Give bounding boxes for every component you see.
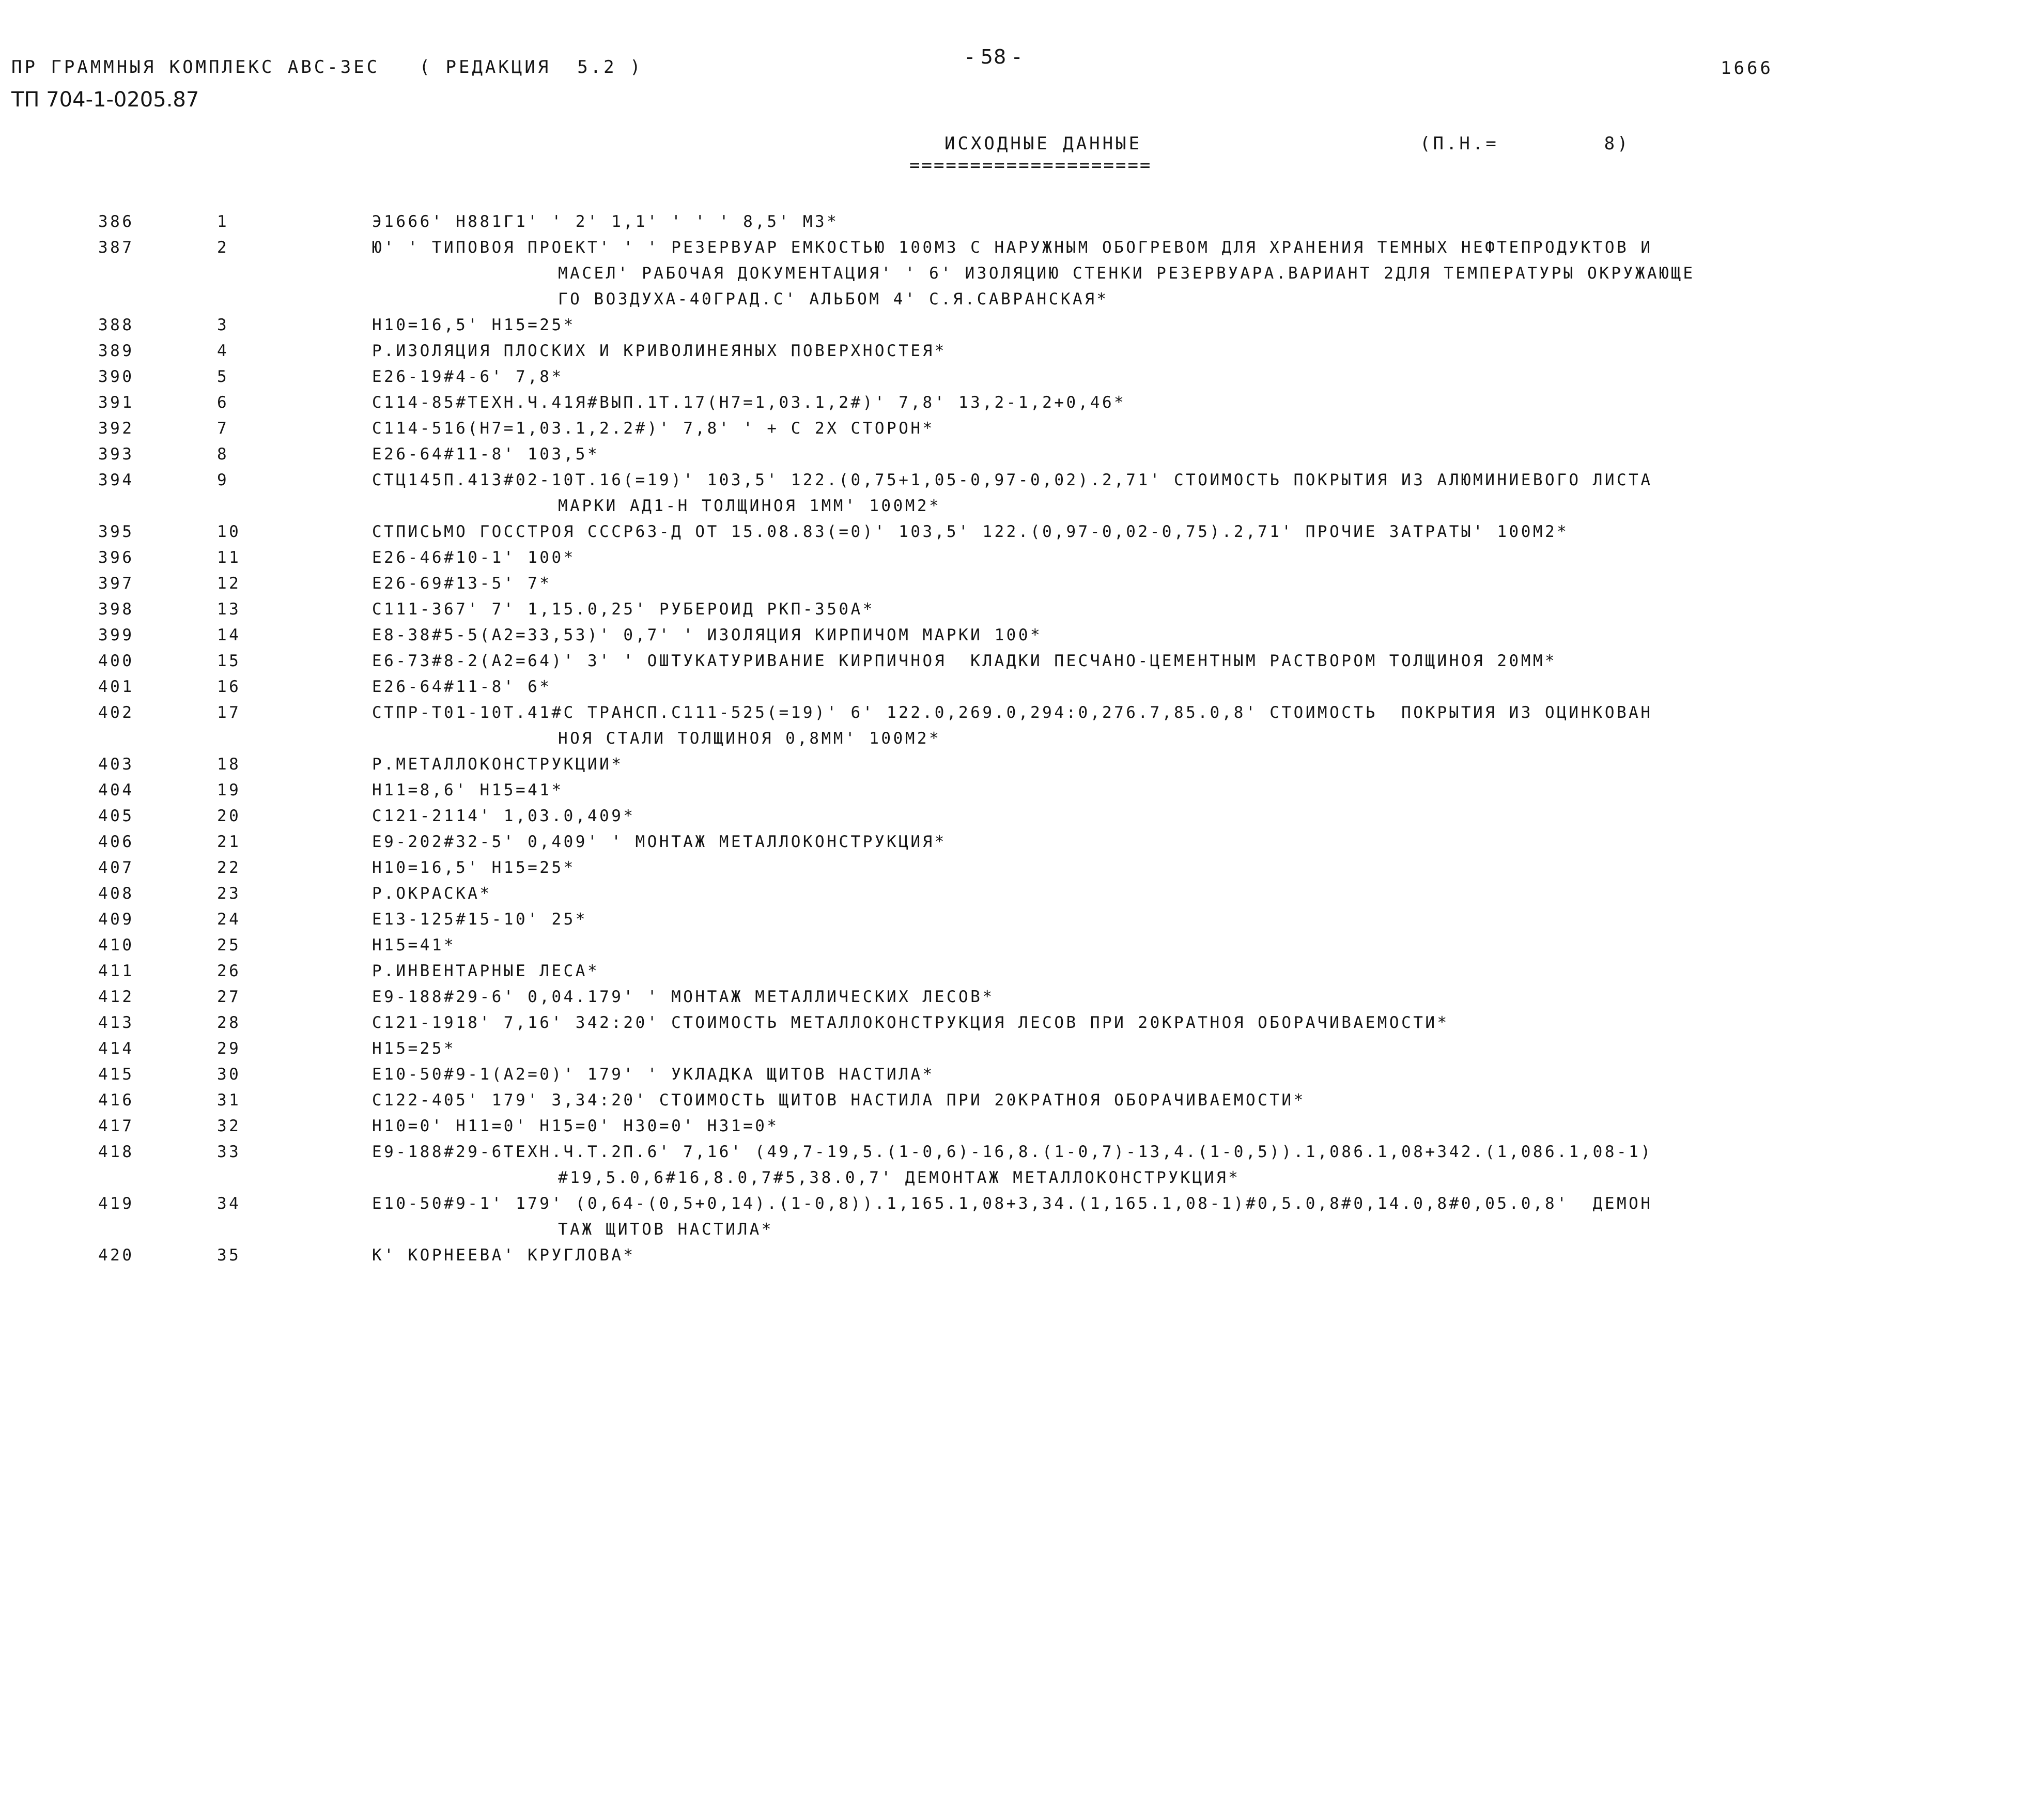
item-index: 35: [217, 1246, 241, 1265]
item-index: 21: [217, 833, 241, 851]
line-number: 387: [98, 238, 134, 257]
record-text: Е10-50#9-1' 179' (0,64-(0,5+0,14).(1-0,8)).1,165.1,08+3,34.(1,165.1,08-1)#0,5.0,8#0,14.0,8#0,05.0,8' ДЕМОН: [372, 1194, 1653, 1213]
record-text: С114-516(Н7=1,03.1,2.2#)' 7,8' ' + С 2Х СТОРОН*: [372, 419, 935, 438]
item-index: 23: [217, 884, 241, 903]
record-text: Е26-69#13-5' 7*: [372, 574, 552, 593]
table-row: [0, 1114, 2044, 1140]
line-number: 411: [98, 962, 134, 980]
line-number: 418: [98, 1143, 134, 1161]
line-number: 415: [98, 1065, 134, 1084]
record-text: Э1666' Н881Г1' ' 2' 1,1' ' ' ' 8,5' МЗ*: [372, 212, 839, 231]
table-row: [0, 571, 2044, 597]
item-index: 16: [217, 678, 241, 696]
page-number: - 58 -: [966, 45, 1021, 68]
record-text: Р.ИНВЕНТАРНЫЕ ЛЕСА*: [372, 962, 600, 980]
record-text: Н10=0' Н11=0' Н15=0' Н30=0' Н31=0*: [372, 1117, 779, 1135]
table-row: [0, 984, 2044, 1010]
record-text: НОЯ СТАЛИ ТОЛЩИНОЯ 0,8ММ' 100М2*: [558, 729, 941, 748]
line-number: 406: [98, 833, 134, 851]
listing-title: ИСХОДНЫЕ ДАННЫЕ: [944, 133, 1142, 154]
item-index: 31: [217, 1091, 241, 1110]
item-index: 1: [217, 212, 229, 231]
item-index: 4: [217, 342, 229, 360]
line-number: 401: [98, 678, 134, 696]
item-index: 13: [217, 600, 241, 619]
document-number: 1666: [1721, 58, 1773, 79]
table-row: [0, 700, 2044, 726]
table-row-continuation: [0, 287, 2044, 313]
item-index: 8: [217, 445, 229, 464]
item-index: 6: [217, 393, 229, 412]
table-row: [0, 235, 2044, 261]
record-text: С111-367' 7' 1,15.0,25' РУБЕРОИД РКП-350А*: [372, 600, 875, 619]
project-code: ТП 704-1-0205.87: [11, 88, 199, 112]
record-text: МАРКИ АД1-Н ТОЛЩИНОЯ 1ММ' 100М2*: [558, 497, 941, 515]
table-row: [0, 1062, 2044, 1088]
line-number: 402: [98, 703, 134, 722]
item-index: 11: [217, 548, 241, 567]
line-number: 417: [98, 1117, 134, 1135]
item-index: 29: [217, 1039, 241, 1058]
record-text: Е9-202#32-5' 0,409' ' МОНТАЖ МЕТАЛЛОКОНСТРУКЦИЯ*: [372, 833, 947, 851]
item-index: 20: [217, 807, 241, 825]
line-number: 394: [98, 471, 134, 489]
item-index: 24: [217, 910, 241, 929]
table-row-continuation: [0, 726, 2044, 752]
record-text: СТПР-Т01-10Т.41#С ТРАНСП.С111-525(=19)' 6' 122.0,269.0,294:0,276.7,85.0,8' СТОИМОСТЬ ПОКРЫТИЯ ИЗ ОЦИНКОВАН: [372, 703, 1653, 722]
table-row: [0, 597, 2044, 623]
line-number: 399: [98, 626, 134, 644]
record-text: Е8-38#5-5(А2=33,53)' 0,7' ' ИЗОЛЯЦИЯ КИРПИЧОМ МАРКИ 100*: [372, 626, 1043, 644]
table-row: [0, 881, 2044, 907]
table-row: [0, 209, 2044, 235]
table-row: [0, 545, 2044, 571]
record-text: С121-1918' 7,16' 342:20' СТОИМОСТЬ МЕТАЛЛОКОНСТРУКЦИЯ ЛЕСОВ ПРИ 20КРАТНОЯ ОБОРАЧИВАЕМОСТИ*: [372, 1013, 1449, 1032]
line-number: 416: [98, 1091, 134, 1110]
line-number: 398: [98, 600, 134, 619]
line-number: 414: [98, 1039, 134, 1058]
item-index: 19: [217, 781, 241, 799]
listing-title-underline: ====================: [909, 155, 1152, 176]
table-row-continuation: [0, 1165, 2044, 1191]
pn-label: (П.Н.= 8): [1420, 133, 1631, 154]
table-row: [0, 1140, 2044, 1165]
record-text: Н11=8,6' Н15=41*: [372, 781, 564, 799]
table-row: [0, 1088, 2044, 1114]
item-index: 27: [217, 988, 241, 1006]
record-text: ТАЖ ЩИТОВ НАСТИЛА*: [558, 1220, 773, 1239]
record-text: МАСЕЛ' РАБОЧАЯ ДОКУМЕНТАЦИЯ' ' 6' ИЗОЛЯЦИЮ СТЕНКИ РЕЗЕРВУАРА.ВАРИАНТ 2ДЛЯ ТЕМПЕРАТУРЫ ОКРУЖАЮЩЕ: [558, 264, 1695, 283]
record-text: Н10=16,5' Н15=25*: [372, 316, 576, 334]
record-text: Е26-64#11-8' 6*: [372, 678, 552, 696]
line-number: 393: [98, 445, 134, 464]
table-row: [0, 1191, 2044, 1217]
item-index: 34: [217, 1194, 241, 1213]
record-text: Е9-188#29-6' 0,04.179' ' МОНТАЖ МЕТАЛЛИЧЕСКИХ ЛЕСОВ*: [372, 988, 995, 1006]
table-row: [0, 804, 2044, 829]
table-row: [0, 338, 2044, 364]
table-row: [0, 519, 2044, 545]
table-row: [0, 1036, 2044, 1062]
line-number: 392: [98, 419, 134, 438]
table-row: [0, 468, 2044, 494]
record-text: Н15=41*: [372, 936, 456, 955]
line-number: 405: [98, 807, 134, 825]
table-row-continuation: [0, 494, 2044, 519]
item-index: 30: [217, 1065, 241, 1084]
table-row: [0, 1010, 2044, 1036]
record-text: #19,5.0,6#16,8.0,7#5,38.0,7' ДЕМОНТАЖ МЕТАЛЛОКОНСТРУКЦИЯ*: [558, 1168, 1241, 1187]
line-number: 403: [98, 755, 134, 774]
record-text: Е6-73#8-2(А2=64)' 3' ' ОШТУКАТУРИВАНИЕ КИРПИЧНОЯ КЛАДКИ ПЕСЧАНО-ЦЕМЕНТНЫМ РАСТВОРОМ ТОЛЩИНОЯ 20ММ*: [372, 652, 1557, 670]
line-number: 412: [98, 988, 134, 1006]
line-number: 396: [98, 548, 134, 567]
item-index: 32: [217, 1117, 241, 1135]
item-index: 3: [217, 316, 229, 334]
line-number: 410: [98, 936, 134, 955]
table-row-continuation: [0, 1217, 2044, 1243]
record-text: Ю' ' ТИПОВОЯ ПРОЕКТ' ' ' РЕЗЕРВУАР ЕМКОСТЬЮ 100МЗ С НАРУЖНЫМ ОБОГРЕВОМ ДЛЯ ХРАНЕНИЯ ТЕМНЫХ НЕФТЕПРОДУКТОВ И: [372, 238, 1653, 257]
record-text: Р.МЕТАЛЛОКОНСТРУКЦИИ*: [372, 755, 624, 774]
item-index: 5: [217, 367, 229, 386]
item-index: 9: [217, 471, 229, 489]
line-number: 420: [98, 1246, 134, 1265]
line-number: 404: [98, 781, 134, 799]
item-index: 22: [217, 858, 241, 877]
table-row: [0, 416, 2044, 442]
record-text: Е10-50#9-1(А2=0)' 179' ' УКЛАДКА ЩИТОВ НАСТИЛА*: [372, 1065, 935, 1084]
listing-table: [0, 209, 2044, 1269]
record-text: Е13-125#15-10' 25*: [372, 910, 587, 929]
line-number: 395: [98, 522, 134, 541]
line-number: 407: [98, 858, 134, 877]
item-index: 25: [217, 936, 241, 955]
record-text: Е26-19#4-6' 7,8*: [372, 367, 564, 386]
item-index: 26: [217, 962, 241, 980]
table-row: [0, 1243, 2044, 1269]
line-number: 390: [98, 367, 134, 386]
line-number: 400: [98, 652, 134, 670]
table-row: [0, 623, 2044, 649]
line-number: 386: [98, 212, 134, 231]
item-index: 14: [217, 626, 241, 644]
item-index: 33: [217, 1143, 241, 1161]
line-number: 408: [98, 884, 134, 903]
record-text: Е9-188#29-6ТЕХН.Ч.Т.2П.6' 7,16' (49,7-19,5.(1-0,6)-16,8.(1-0,7)-13,4.(1-0,5)).1,086.1,08+342.(1,086.1,08-1): [372, 1143, 1653, 1161]
table-row: [0, 752, 2044, 778]
line-number: 389: [98, 342, 134, 360]
item-index: 2: [217, 238, 229, 257]
line-number: 397: [98, 574, 134, 593]
table-row: [0, 829, 2044, 855]
table-row: [0, 933, 2044, 959]
record-text: СТЦ145П.413#02-10Т.16(=19)' 103,5' 122.(0,75+1,05-0,97-0,02).2,71' СТОИМОСТЬ ПОКРЫТИЯ ИЗ АЛЮМИНИЕВОГО ЛИСТА: [372, 471, 1653, 489]
record-text: Р.ИЗОЛЯЦИЯ ПЛОСКИХ И КРИВОЛИНЕЯНЫХ ПОВЕРХНОСТЕЯ*: [372, 342, 947, 360]
program-header: ПР ГРАММНЫЯ КОМПЛЕКС АВС-ЗЕС ( РЕДАКЦИЯ 5.2 ): [11, 57, 643, 78]
record-text: Р.ОКРАСКА*: [372, 884, 492, 903]
table-row: [0, 649, 2044, 674]
record-text: Н15=25*: [372, 1039, 456, 1058]
item-index: 10: [217, 522, 241, 541]
record-text: К' КОРНЕЕВА' КРУГЛОВА*: [372, 1246, 636, 1265]
record-text: С121-2114' 1,03.0,409*: [372, 807, 636, 825]
record-text: СТПИСЬМО ГОССТРОЯ СССР63-Д ОТ 15.08.83(=0)' 103,5' 122.(0,97-0,02-0,75).2,71' ПРОЧИЕ ЗАТРАТЫ' 100М2*: [372, 522, 1569, 541]
line-number: 419: [98, 1194, 134, 1213]
record-text: Н10=16,5' Н15=25*: [372, 858, 576, 877]
item-index: 28: [217, 1013, 241, 1032]
table-row: [0, 364, 2044, 390]
table-row: [0, 674, 2044, 700]
record-text: Е26-64#11-8' 103,5*: [372, 445, 600, 464]
record-text: Е26-46#10-1' 100*: [372, 548, 576, 567]
item-index: 7: [217, 419, 229, 438]
table-row: [0, 313, 2044, 338]
table-row: [0, 390, 2044, 416]
record-text: ГО ВОЗДУХА-40ГРАД.С' АЛЬБОМ 4' С.Я.САВРАНСКАЯ*: [558, 290, 1109, 309]
table-row: [0, 442, 2044, 468]
record-text: С114-85#ТЕХН.Ч.41Я#ВЫП.1Т.17(Н7=1,03.1,2#)' 7,8' 13,2-1,2+0,46*: [372, 393, 1126, 412]
item-index: 18: [217, 755, 241, 774]
table-row: [0, 959, 2044, 984]
line-number: 388: [98, 316, 134, 334]
item-index: 15: [217, 652, 241, 670]
line-number: 413: [98, 1013, 134, 1032]
item-index: 12: [217, 574, 241, 593]
table-row: [0, 907, 2044, 933]
line-number: 409: [98, 910, 134, 929]
record-text: С122-405' 179' 3,34:20' СТОИМОСТЬ ЩИТОВ НАСТИЛА ПРИ 20КРАТНОЯ ОБОРАЧИВАЕМОСТИ*: [372, 1091, 1306, 1110]
line-number: 391: [98, 393, 134, 412]
table-row-continuation: [0, 261, 2044, 287]
table-row: [0, 778, 2044, 804]
table-row: [0, 855, 2044, 881]
item-index: 17: [217, 703, 241, 722]
